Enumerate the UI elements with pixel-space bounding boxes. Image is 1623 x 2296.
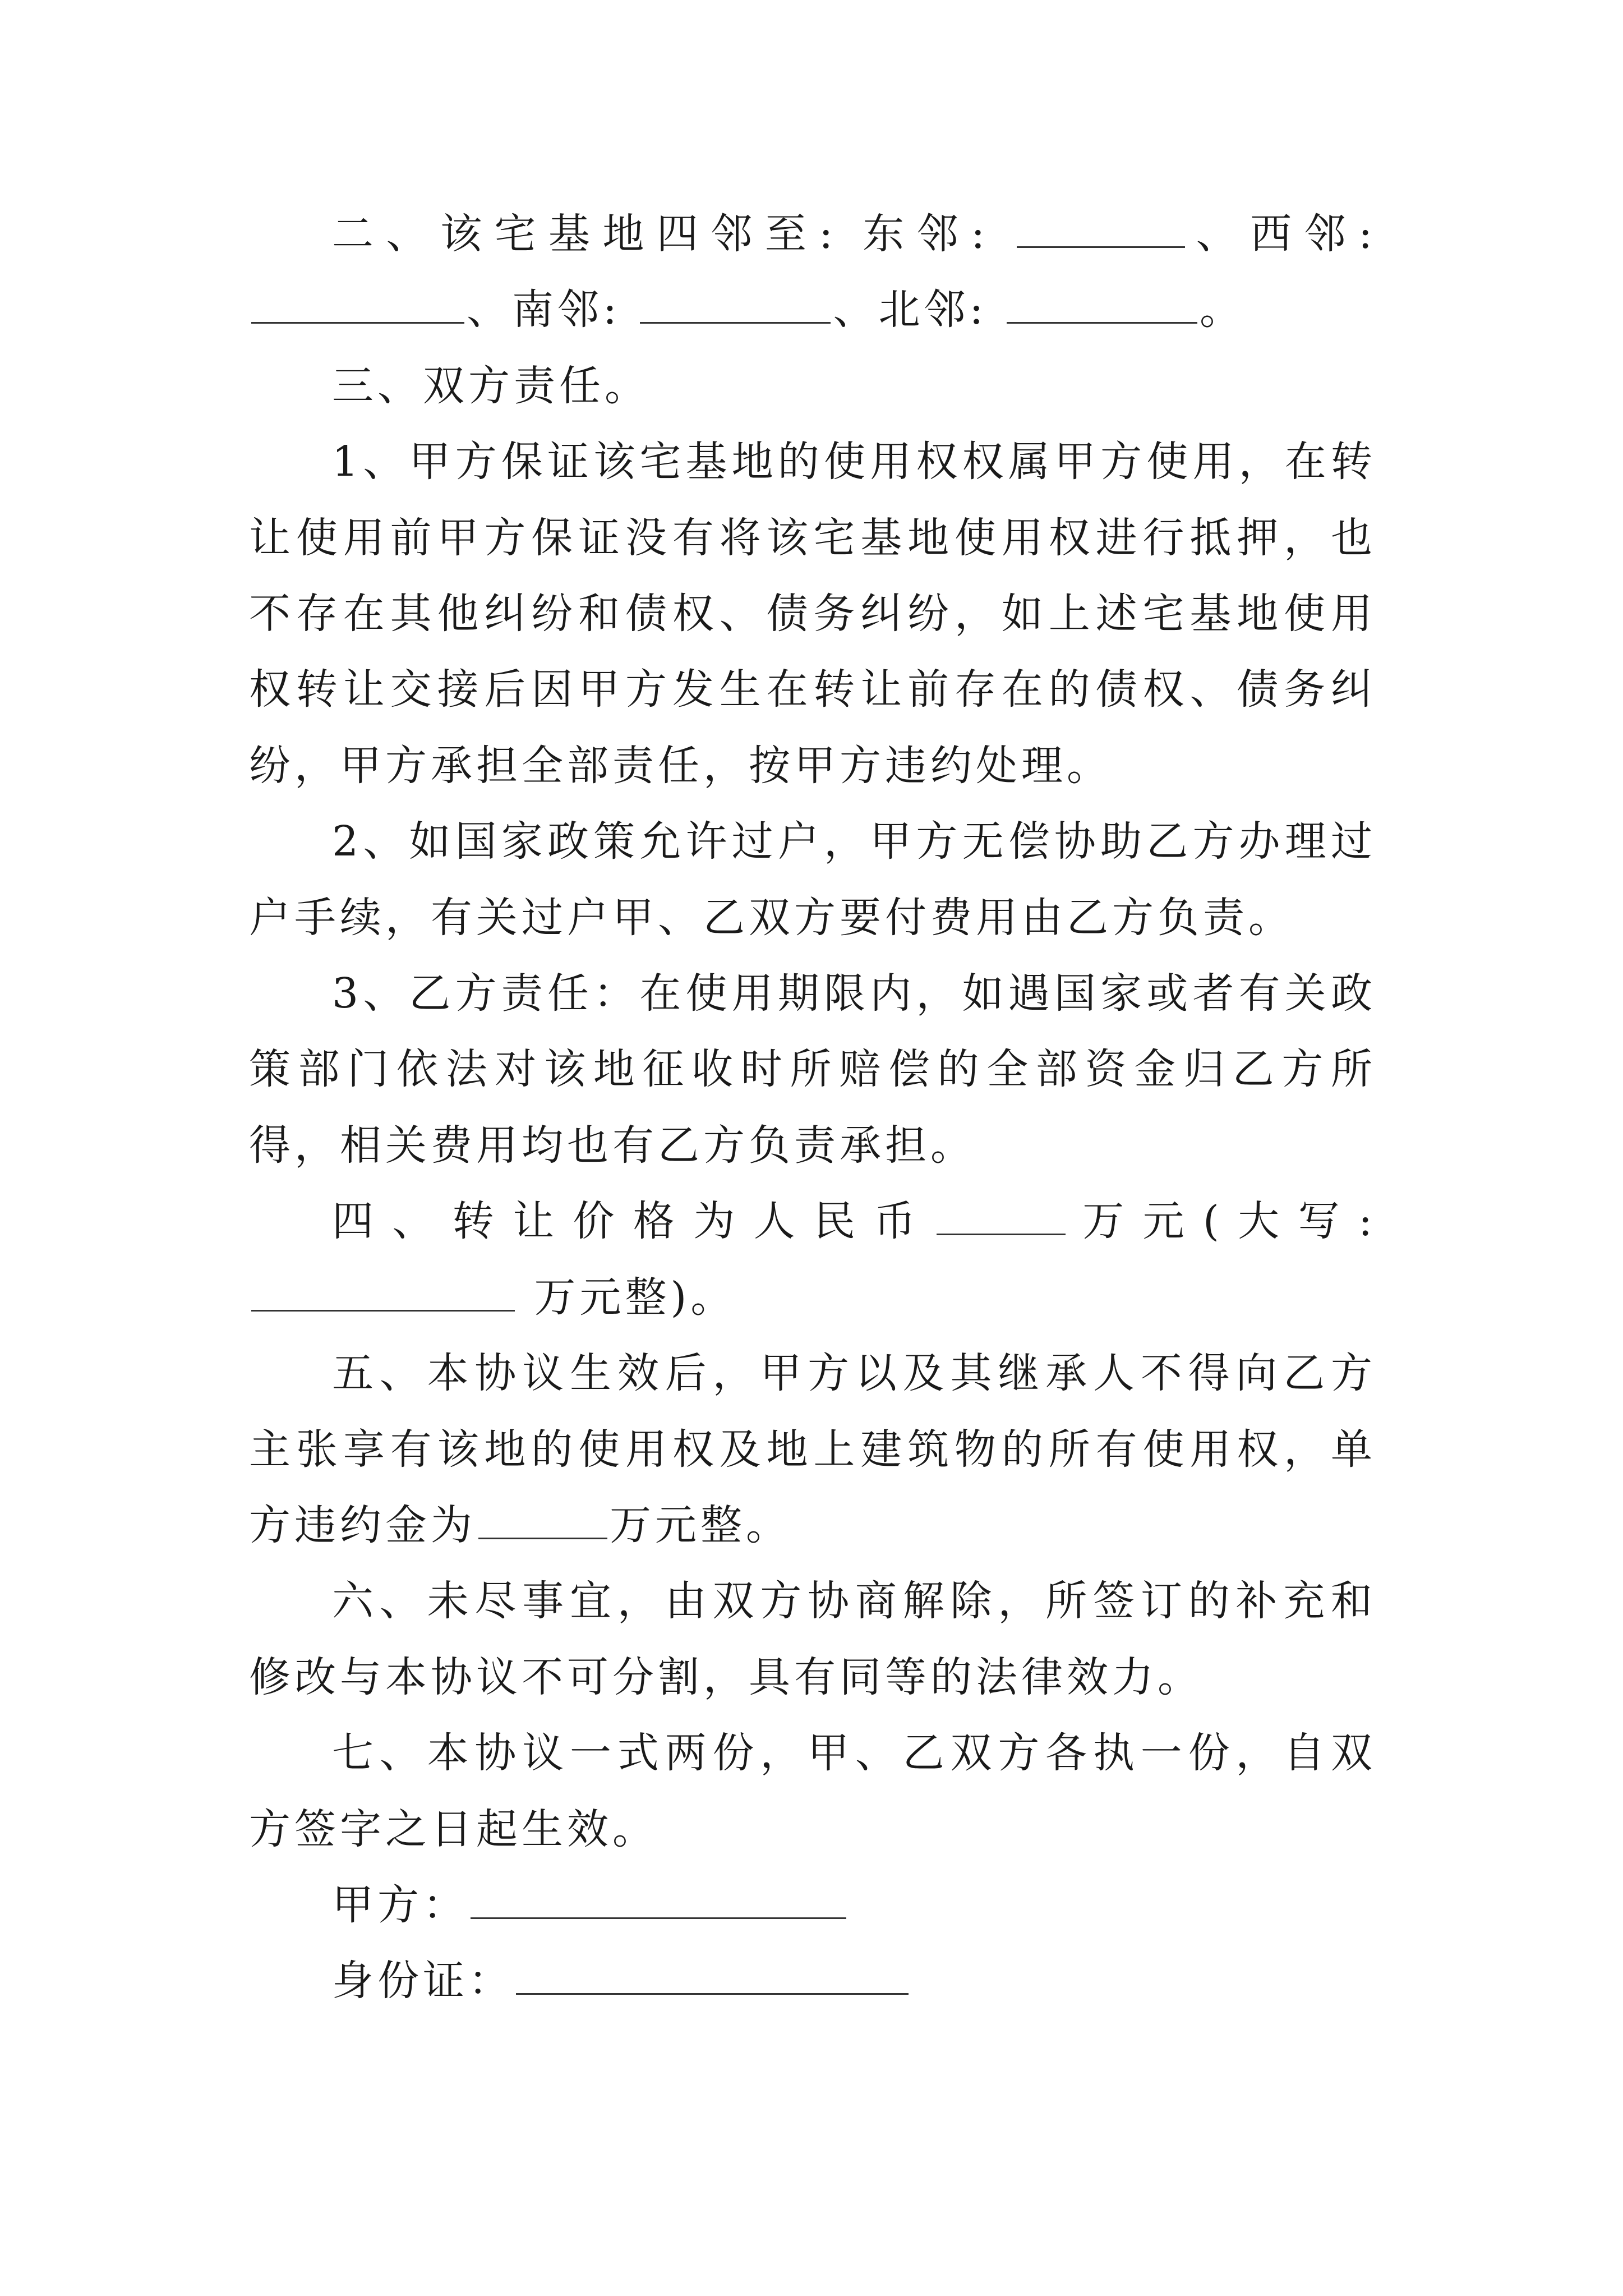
- neighbors-end: 。: [1199, 286, 1245, 334]
- price-uppercase-blank: [251, 1276, 515, 1312]
- east-label: 东邻:: [863, 210, 989, 258]
- price-mid: 万元(大写:: [1067, 1197, 1376, 1246]
- signature-party-a: [249, 1867, 1376, 1943]
- responsibility-item-2: 2、如国家政策允许过户，甲方无偿协助乙方办理过户手续，有关过户甲、乙双方要付费用由乙方负责。: [249, 817, 1376, 942]
- east-neighbor-blank: [1017, 213, 1185, 248]
- section-effect: [249, 1336, 1376, 1563]
- section-price: [249, 1184, 1376, 1336]
- section-responsibilities-title: 三、双方责任。: [332, 361, 650, 410]
- signature-id-card: [249, 1943, 1376, 2019]
- price-amount-blank: [937, 1200, 1066, 1235]
- effect-suffix: 万元整。: [610, 1501, 791, 1549]
- party-a-signature-blank: [471, 1884, 846, 1919]
- north-neighbor-blank: [1007, 288, 1197, 324]
- penalty-amount-blank: [478, 1504, 607, 1539]
- effect-text: 五、本协议生效后，甲方以及其继承人不得向乙方主张享有该地的使用权及地上建筑物的所有使用权，单方违约金为: [249, 1349, 1376, 1549]
- section-copies: 七、本协议一式两份，甲、乙双方各执一份，自双方签字之日起生效。: [249, 1729, 1376, 1853]
- price-suffix: 万元整)。: [534, 1273, 736, 1322]
- south-separator: 、: [467, 286, 512, 334]
- west-label: 、西邻:: [1187, 210, 1376, 258]
- responsibility-item-3: 3、乙方责任：在使用期限内，如遇国家或者有关政策部门依法对该地征收时所赔偿的全部资金归乙方所得，相关费用均也有乙方负责承担。: [249, 969, 1376, 1170]
- id-card-label: 身份证：: [332, 1957, 514, 2005]
- responsibility-item-1: 1、甲方保证该宅基地的使用权权属甲方使用，在转让使用前甲方保证没有将该宅基地使用权进行抵押，也不存在其他纠纷和债权、债务纠纷，如上述宅基地使用权转让交接后因甲方发生在转让前存在的债权、债务纠纷，甲方承担全部责任，按甲方违约处理。: [249, 438, 1376, 790]
- neighbors-prefix: 二、该宅基地四邻至:: [332, 210, 837, 258]
- south-label: 南邻:: [512, 286, 621, 334]
- north-label: 、北邻:: [833, 286, 988, 334]
- section-neighbors: [249, 196, 1376, 348]
- west-neighbor-blank: [251, 288, 464, 324]
- id-card-blank: [516, 1959, 909, 1995]
- price-prefix: 四、转让价格为人民币: [332, 1197, 934, 1246]
- document-body: [249, 196, 1376, 2019]
- section-other-matters: 六、未尽事宜，由双方协商解除，所签订的补充和修改与本协议不可分割，具有同等的法律效力。: [249, 1577, 1376, 1701]
- party-a-label: 甲方：: [332, 1880, 468, 1929]
- south-neighbor-blank: [640, 288, 831, 324]
